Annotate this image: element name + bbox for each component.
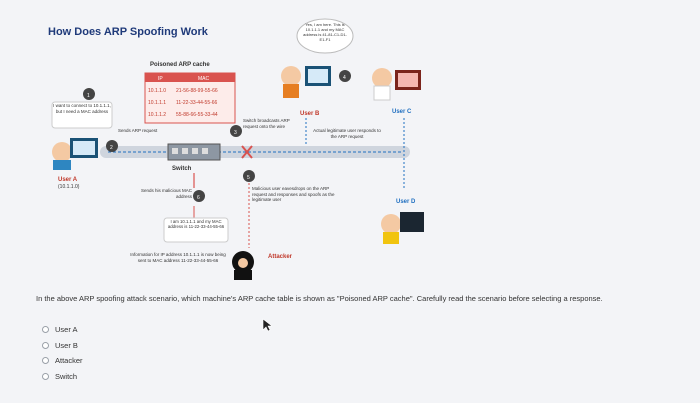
radio-button[interactable] — [42, 357, 49, 364]
diagram-title: How Does ARP Spoofing Work — [48, 26, 208, 38]
note-attacker-bubble: I am 10.1.1.1 and my MAC address is 11-22-33-44-55-66 — [167, 219, 225, 230]
option-user-b[interactable] — [42, 338, 83, 354]
user-a-ip: (10.1.1.0) — [58, 184, 80, 190]
svg-text:55-88-66-55-33-44: 55-88-66-55-33-44 — [176, 112, 218, 118]
user-d-label: User D — [396, 199, 416, 205]
note-info-ip: Information for IP address 10.1.1.1 is now being sent to MAC address 11-22-33-44-55-66 — [130, 252, 226, 263]
svg-text:4: 4 — [343, 75, 346, 81]
attacker-label: Attacker — [268, 254, 293, 260]
option-user-a[interactable] — [42, 322, 83, 338]
radio-button[interactable] — [42, 342, 49, 349]
step-3-badge — [230, 125, 242, 137]
user-d-icon — [381, 212, 424, 244]
radio-button[interactable] — [42, 326, 49, 333]
option-label: Attacker — [55, 356, 83, 366]
user-a-icon — [52, 138, 98, 170]
user-b-icon — [281, 66, 331, 98]
poisoned-cache-title: Poisoned ARP cache — [150, 62, 210, 68]
option-label: User A — [55, 325, 78, 335]
step-4-badge — [339, 70, 351, 82]
svg-text:10.1.1.2: 10.1.1.2 — [148, 112, 167, 118]
svg-text:10.1.1.1: 10.1.1.1 — [148, 100, 167, 106]
svg-text:21-56-88-99-55-66: 21-56-88-99-55-66 — [176, 88, 218, 94]
svg-text:10.1.1.0: 10.1.1.0 — [148, 88, 167, 94]
note-malicious-eaves: Malicious user eavesdrops on the ARP request and responses and spoofs as the legitimate user — [252, 186, 335, 202]
note-sends-malicious: Sends his malicious MAC address — [140, 188, 192, 199]
mouse-cursor-icon — [262, 318, 272, 332]
note-switch-broadcasts: Switch broadcasts ARP request onto the wire — [243, 118, 290, 129]
note-actual-responds: Actual legitimate user responds to the ARP request — [313, 128, 381, 139]
step-5-badge — [243, 170, 255, 182]
svg-text:11-22-33-44-55-66: 11-22-33-44-55-66 — [176, 100, 218, 106]
svg-text:3: 3 — [234, 130, 237, 136]
user-b-label: User B — [300, 111, 320, 117]
svg-text:IP: IP — [158, 76, 163, 82]
option-label: Switch — [55, 371, 78, 381]
question-text: In the above ARP spoofing attack scenario, which machine's ARP cache table is shown as "Poisoned ARP cache". Carefully read the scenario before selecting a response. — [36, 294, 603, 303]
note-yes-here: Yes, I am here. This is 10.1.1.1 and my MAC address is 41-81-C1-D1-E1-F1 — [303, 22, 347, 42]
switch-label: Switch — [172, 166, 192, 172]
svg-text:5: 5 — [247, 175, 250, 181]
radio-button[interactable] — [42, 373, 49, 380]
option-label: User B — [55, 340, 78, 350]
answer-options — [42, 322, 83, 384]
svg-text:1: 1 — [87, 93, 90, 99]
svg-text:MAC: MAC — [198, 76, 210, 82]
attacker-icon — [232, 251, 254, 280]
user-c-label: User C — [392, 109, 412, 115]
poisoned-arp-cache-table — [145, 73, 235, 123]
step-6-badge — [193, 190, 205, 202]
switch-icon — [168, 144, 220, 160]
note-want-connect: I want to connect to 10.1.1.1, but I need a MAC address — [53, 103, 111, 114]
note-sends-arp: Sends ARP request — [118, 128, 158, 133]
user-a-label: User A — [58, 177, 78, 183]
svg-text:6: 6 — [197, 195, 200, 201]
option-attacker[interactable] — [42, 353, 83, 369]
user-c-icon — [372, 68, 421, 100]
step-1-badge — [83, 88, 95, 100]
svg-text:2: 2 — [110, 145, 113, 151]
option-switch[interactable] — [42, 369, 83, 385]
step-2-badge — [106, 140, 118, 152]
